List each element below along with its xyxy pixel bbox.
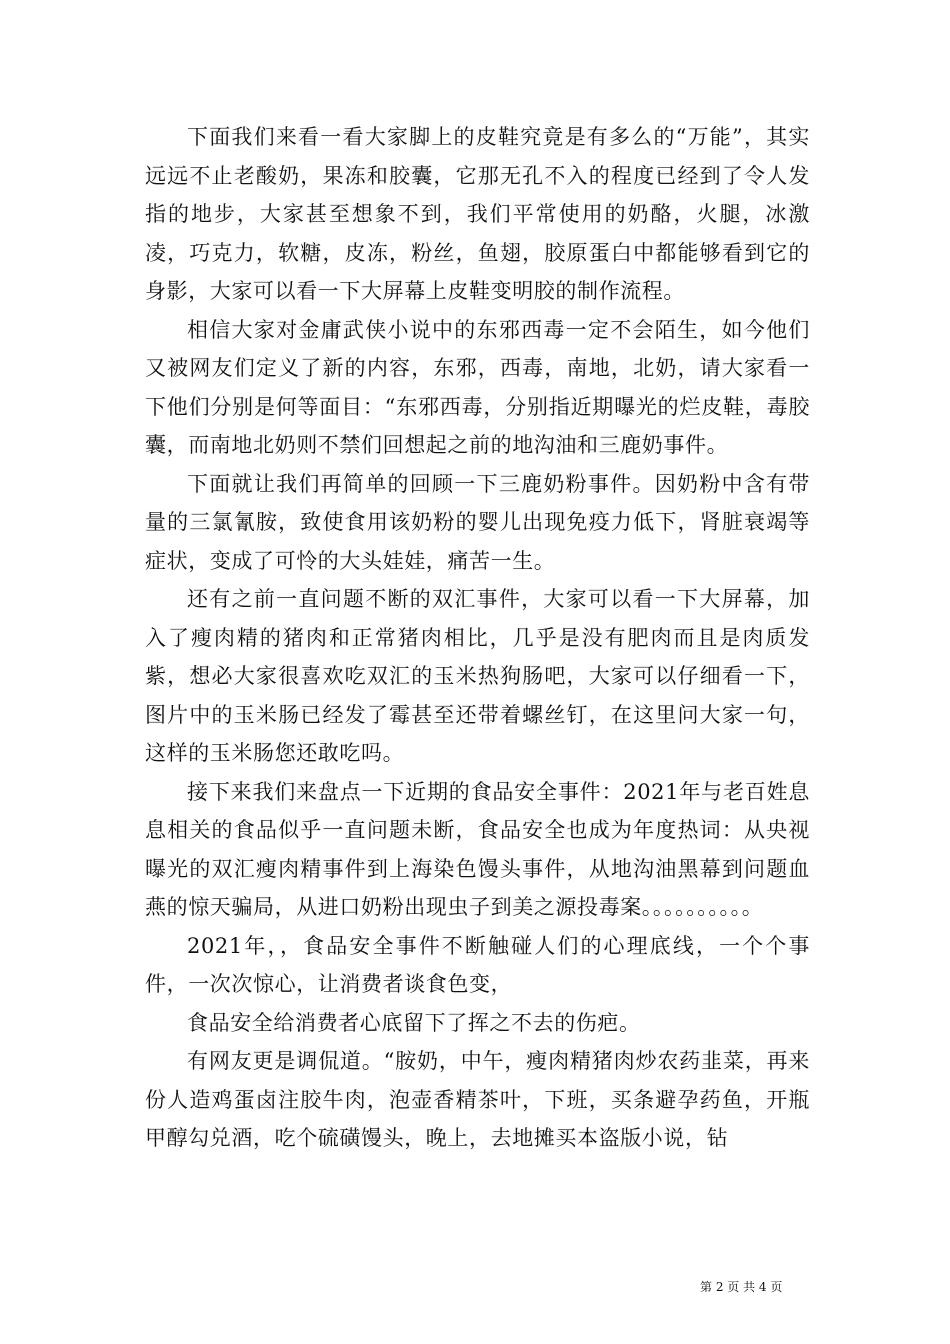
paragraph: 还有之前一直问题不断的双汇事件，大家可以看一下大屏幕，加入了瘦肉精的猪肉和正常猪肉相比，几乎是没有肥肉而且是肉质发紫，想必大家很喜欢吃双汇的玉米热狗肠吧，大家可以仔细看一下，图片中的玉米肠已经发了霉甚至还带着螺丝钉，在这里问大家一句，这样的玉米肠您还敢吃吗。 (145, 587, 810, 765)
paragraph: 2021年，，食品安全事件不断触碰人们的心理底线，一个个事件，一次次惊心，让消费者谈食色变， (145, 933, 810, 996)
paragraph: 下面我们来看一看大家脚上的皮鞋究竟是有多么的“万能”，其实远远不止老酸奶，果冻和胶囊，它那无孔不入的程度已经到了令人发指的地步，大家甚至想象不到，我们平常使用的奶酪，火腿，冰激凌，巧克力，软糖，皮冻，粉丝，鱼翅，胶原蛋白中都能够看到它的身影，大家可以看一下大屏幕上皮鞋变明胶的制作流程。 (145, 125, 810, 303)
page-number-footer: 第 2 页 共 4 页 (700, 1280, 783, 1294)
paragraph: 食品安全给消费者心底留下了挥之不去的伤疤。 (187, 1010, 641, 1035)
paragraph: 下面就让我们再简单的回顾一下三鹿奶粉事件。因奶粉中含有带量的三氯氰胺，致使食用该奶粉的婴儿出现免疫力低下，肾脏衰竭等症状，变成了可怜的大头娃娃，痛苦一生。 (145, 471, 810, 573)
paragraph: 有网友更是调侃道。“胺奶，中午，瘦肉精猪肉炒农药韭菜，再来份人造鸡蛋卤注胶牛肉，泡壶香精茶叶，下班，买条避孕药鱼，开瓶甲醇勾兑酒，吃个硫磺馒头，晚上，去地摊买本盗版小说，钻 (145, 1049, 810, 1150)
paragraph: 相信大家对金庸武侠小说中的东邪西毒一定不会陌生，如今他们又被网友们定义了新的内容，东邪，西毒，南地，北奶，请大家看一下他们分别是何等面目：“东邪西毒，分别指近期曝光的烂皮鞋，毒胶囊，而南地北奶则不禁们回想起之前的地沟油和三鹿奶事件。 (145, 317, 810, 457)
document-body (145, 118, 810, 1158)
paragraph: 接下来我们来盘点一下近期的食品安全事件：2021年与老百姓息息相关的食品似乎一直问题未断，食品安全也成为年度热词：从央视曝光的双汇瘦肉精事件到上海染色馒头事件，从地沟油黑幕到问题血燕的惊天骗局，从进口奶粉出现虫子到美之源投毒案。。。。。。。。。。 (145, 779, 810, 919)
